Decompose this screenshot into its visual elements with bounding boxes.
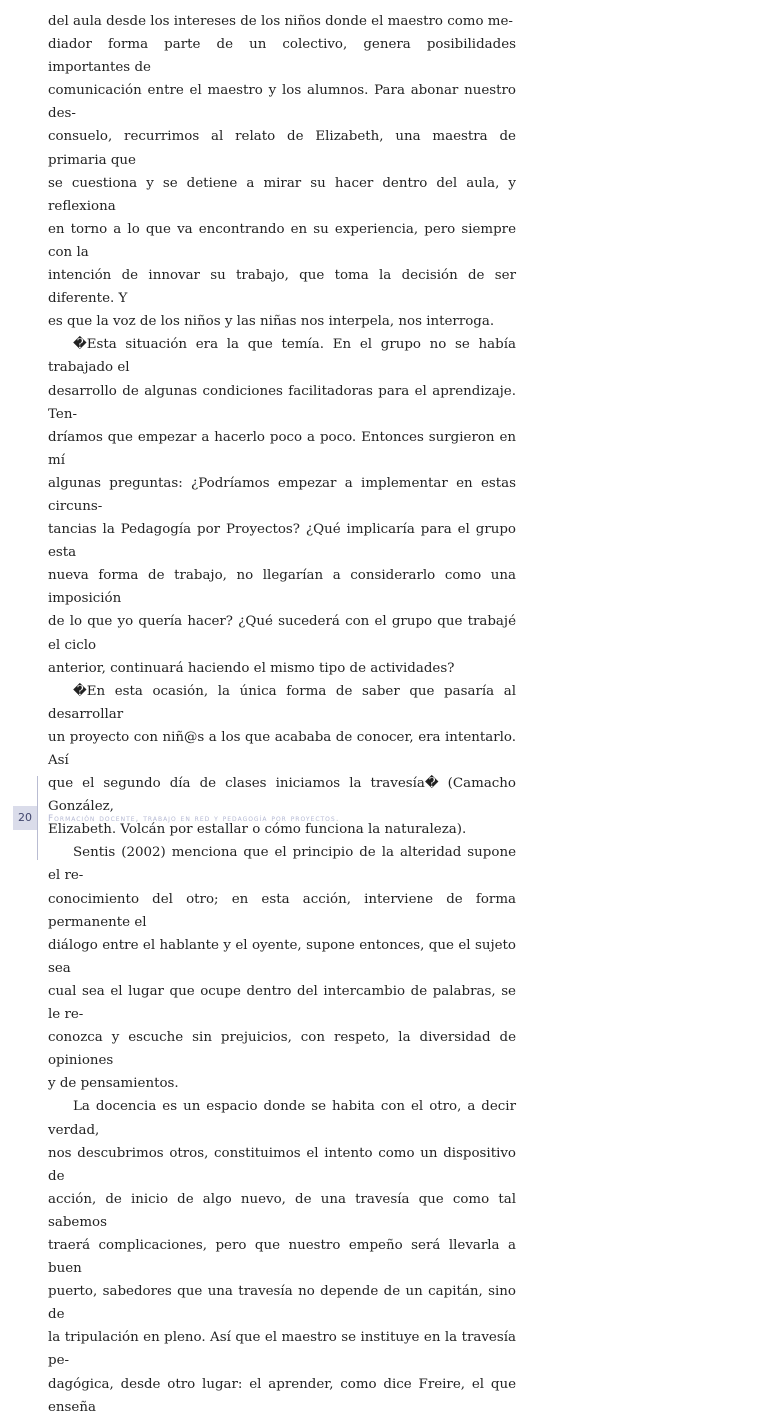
paragraph-1: del aula desde los intereses de los niños donde el maestro como me- diador forma parte de un colectivo, genera posibilidades importantes de comunicación entre el maestro y los alumnos. Para abonar nuestro des- consuelo, recurrimos al relato de Elizabeth, una maestra de primaria que se cuestiona y se detiene a mirar su hacer dentro del aula, y reflexiona en torno a lo que va encontrando en su experiencia, pero siempre con la intención de innovar su trabajo, que toma la decisión de ser diferente. Y es que la voz de los niños y las niñas nos interpela, nos interroga. bbox=[48, 14, 516, 330]
paragraph-5: La docencia es un espacio donde se habita con el otro, a decir verdad, nos descubrimos otros, constituimos el intento como un dispositivo de acción, de inicio de algo nuevo, de una travesía que como tal sabemos traerá complicaciones, pero que nuestro empeño será llevarla a buen puerto, sabedores que una travesía no depende de un capitán, sino de la tripulación en pleno. Así que el maestro se instituye en la travesía pe- dagógica, desde otro lugar: el aprender, como dice Freire, el que enseña bbox=[48, 1099, 516, 1415]
running-footer-title: Formación docente, trabajo en red y pedagogía por proyectos. bbox=[48, 814, 340, 824]
paragraph-2-quote: �Esta situación era la que temía. En el grupo no se había trabajado el desarrollo de algunas condiciones facilitadoras para el aprendizaje. Ten- dríamos que empezar a hacerlo poco a poco. Entonces surgieron en mí algunas preguntas: ¿Podríamos empezar a implementar en estas circuns- tancias la Pedagogía por Proyectos? ¿Qué implicaría para el grupo esta nueva forma de trabajo, no llegarían a considerarlo como una imposición de lo que yo quería hacer? ¿Qué sucederá con el grupo que trabajé el ciclo anterior, continuará haciendo el mismo tipo de actividades? bbox=[48, 337, 516, 676]
paragraph-3-quote: �En esta ocasión, la única forma de saber que pasaría al desarrollar un proyecto con niñ@s a los que acababa de conocer, era intentarlo. Así que el segundo día de clases iniciamos la travesía� (Camacho González, Elizabeth. Volcán por estallar o cómo funciona la naturaleza). bbox=[48, 683, 516, 838]
body-text bbox=[48, 10, 516, 1419]
paragraph-4: Sentis (2002) menciona que el principio de la alteridad supone el re- conocimiento del otro; en esta acción, interviene de forma permanente el diálogo entre el hablante y el oyente, supone entonces, que el sujeto sea cual sea el lugar que ocupe dentro del intercambio de palabras, se le re- conozca y escuche sin prejuicios, con respeto, la diversidad de opiniones y de pensamientos. bbox=[48, 845, 516, 1092]
footer-divider bbox=[37, 776, 38, 860]
page-number: 20 bbox=[13, 806, 37, 830]
